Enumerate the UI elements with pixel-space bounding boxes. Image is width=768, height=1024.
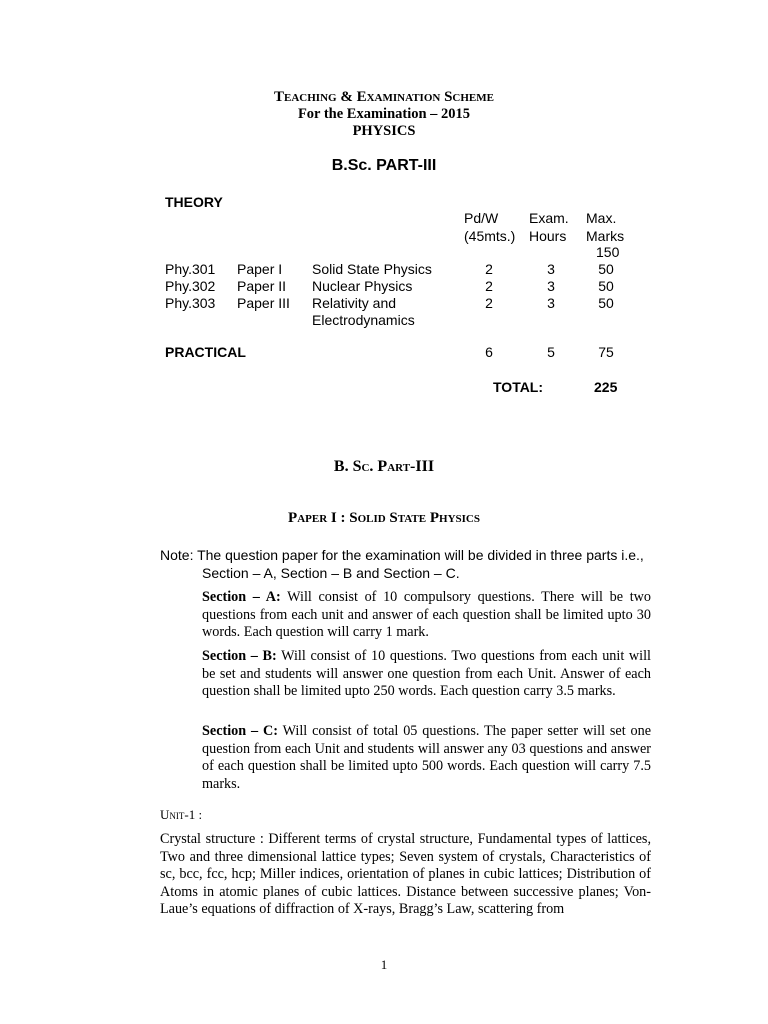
row-code: Phy.301 xyxy=(165,261,216,277)
exam-year-subtitle: For the Examination – 2015 xyxy=(297,106,471,122)
row-pdw: 2 xyxy=(485,261,493,277)
page-number: 1 xyxy=(380,957,388,972)
row-marks: 50 xyxy=(598,278,614,294)
section-b-label: Section – B: xyxy=(202,648,277,664)
subject-heading: PHYSICS xyxy=(352,123,416,139)
part-heading: B.Sc. PART-III xyxy=(331,157,437,174)
row-title-cont: Electrodynamics xyxy=(312,312,415,328)
row-paper: Paper II xyxy=(237,278,287,294)
paper-heading: Paper I : Solid State Physics xyxy=(288,510,480,526)
unit-1-text: Crystal structure : Different terms of crystal structure, Fundamental types of lattices, Two and three dimensional lattice types; Seven system of crystals, Characteristics of sc, bcc, fcc, hcp; Miller indices, orientation of planes in cubic lattices; Distribution of Atoms in atomic planes of cubic lattices. Distance between successive planes; Von-Laue’s equations of diffraction of X-rays, Bragg’s Law, scattering from xyxy=(160,831,651,918)
row-paper: Paper III xyxy=(237,295,290,311)
part-subheading: B. Sc. Part-III xyxy=(333,458,435,475)
col-header-max: Max. xyxy=(586,210,617,226)
section-c-text: Will consist of total 05 questions. The paper setter will set one question from each Unit and students will answer any 03 questions and answer of each question shall be limited upto 500 words. Each question will carry 7.5 marks. xyxy=(202,723,652,792)
row-marks: 50 xyxy=(598,261,614,277)
section-a-label: Section – A: xyxy=(202,589,281,605)
row-title: Solid State Physics xyxy=(312,261,432,277)
row-title: Nuclear Physics xyxy=(312,278,413,294)
practical-pdw: 6 xyxy=(485,344,493,360)
section-b-text: Will consist of 10 questions. Two questions from each unit will be set and students will answer one question from each Unit. Answer of each question shall be limited upto 250 words. Each question carry 3.5 marks. xyxy=(202,648,651,700)
row-pdw: 2 xyxy=(485,278,493,294)
practical-label: PRACTICAL xyxy=(165,344,246,360)
row-marks: 50 xyxy=(598,295,614,311)
practical-hours: 5 xyxy=(547,344,555,360)
total-value: 225 xyxy=(594,379,618,395)
row-title: Relativity and xyxy=(312,295,397,311)
section-a-text: Will consist of 10 compulsory questions. There will be two questions from each unit and answer of each question shall be limited upto 30 words. Each question will carry 1 mark. xyxy=(202,589,651,641)
theory-label: THEORY xyxy=(165,194,223,210)
section-c-paragraph xyxy=(202,723,651,793)
col-header-exam-sub: Hours xyxy=(529,228,567,244)
row-hours: 3 xyxy=(547,261,555,277)
note-line-cont: Section – A, Section – B and Section – C. xyxy=(202,565,460,581)
unit-1-label: Unit-1 : xyxy=(160,807,203,822)
row-pdw: 2 xyxy=(485,295,493,311)
row-code: Phy.303 xyxy=(165,295,216,311)
col-header-pdw: Pd/W xyxy=(464,210,499,226)
row-hours: 3 xyxy=(547,295,555,311)
col-header-exam: Exam. xyxy=(529,210,569,226)
practical-marks: 75 xyxy=(598,344,614,360)
section-b-paragraph xyxy=(202,648,651,701)
note-line: Note: The question paper for the examination will be divided in three parts i.e., xyxy=(160,547,644,563)
section-a-paragraph xyxy=(202,589,651,642)
row-paper: Paper I xyxy=(237,261,283,277)
col-header-max-total: 150 xyxy=(596,244,620,260)
col-header-pdw-sub: (45mts.) xyxy=(464,228,516,244)
document-title: Teaching & Examination Scheme xyxy=(274,89,494,105)
row-hours: 3 xyxy=(547,278,555,294)
row-code: Phy.302 xyxy=(165,278,216,294)
total-label: TOTAL: xyxy=(493,379,544,395)
col-header-max-sub: Marks xyxy=(586,228,625,244)
section-c-label: Section – C: xyxy=(202,723,278,739)
